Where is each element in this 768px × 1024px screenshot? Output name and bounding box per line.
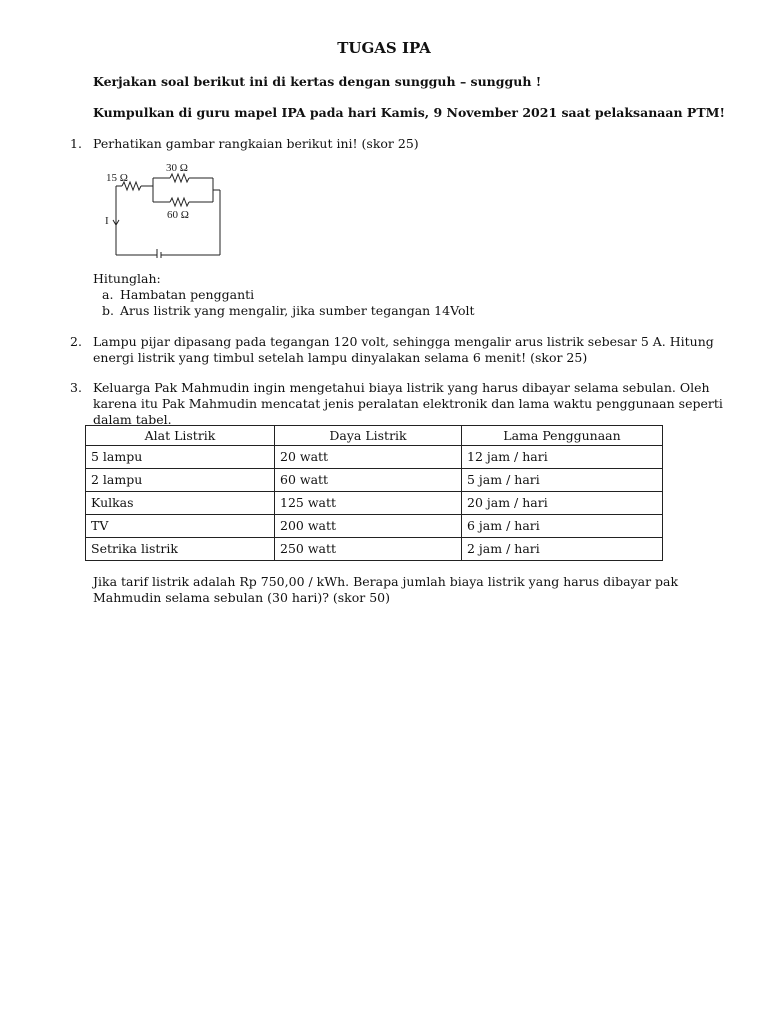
table-cell: 125 watt	[275, 492, 462, 515]
table-cell: 5 lampu	[86, 446, 275, 469]
table-cell: Setrika listrik	[86, 538, 275, 561]
instruction-line-1: Kerjakan soal berikut ini di kertas dengan sungguh – sungguh !	[93, 74, 542, 89]
table-row	[86, 469, 663, 492]
table-row	[86, 515, 663, 538]
question-1-item-a-letter: a.	[102, 287, 114, 302]
circuit-diagram	[96, 158, 236, 258]
table-cell: 5 jam / hari	[462, 469, 663, 492]
table-cell: 2 lampu	[86, 469, 275, 492]
resistor-label-15: 15 Ω	[106, 172, 128, 184]
table-cell: 200 watt	[275, 515, 462, 538]
question-1-number: 1.	[70, 136, 82, 151]
question-2-number: 2.	[70, 334, 82, 349]
table-cell: 20 jam / hari	[462, 492, 663, 515]
question-1-item-b-text: Arus listrik yang mengalir, jika sumber tegangan 14Volt	[120, 303, 475, 318]
column-header: Alat Listrik	[86, 426, 275, 446]
column-header: Lama Penggunaan	[462, 426, 663, 446]
question-1-text: Perhatikan gambar rangkaian berikut ini! (skor 25)	[93, 136, 419, 151]
table-cell: 2 jam / hari	[462, 538, 663, 561]
table-cell: 250 watt	[275, 538, 462, 561]
table-row	[86, 492, 663, 515]
instruction-line-2: Kumpulkan di guru mapel IPA pada hari Kamis, 9 November 2021 saat pelaksanaan PTM!	[93, 105, 725, 120]
table-row	[86, 538, 663, 561]
table-cell: Kulkas	[86, 492, 275, 515]
question-1-item-a-text: Hambatan pengganti	[120, 287, 255, 302]
current-label: I	[105, 215, 109, 227]
resistor-label-30: 30 Ω	[166, 162, 188, 174]
resistor-label-60: 60 Ω	[167, 209, 189, 221]
table-cell: 12 jam / hari	[462, 446, 663, 469]
question-1-item-b-letter: b.	[102, 303, 114, 318]
column-header: Daya Listrik	[275, 426, 462, 446]
page-title: TUGAS IPA	[337, 39, 431, 57]
table-cell: TV	[86, 515, 275, 538]
table-row	[86, 446, 663, 469]
table-cell: 6 jam / hari	[462, 515, 663, 538]
question-3-number: 3.	[70, 380, 82, 395]
question-3-text: Keluarga Pak Mahmudin ingin mengetahui biaya listrik yang harus dibayar selama sebulan. Oleh karena itu Pak Mahmudin mencatat jenis peralatan elektronik dan lama waktu penggunaan seperti dalam tabel.	[93, 380, 723, 427]
question-1-prompt: Hitunglah:	[93, 271, 161, 286]
question-3-followup: Jika tarif listrik adalah Rp 750,00 / kWh. Berapa jumlah biaya listrik yang harus dibayar pak Mahmudin selama sebulan (30 hari)? (skor 50)	[93, 574, 679, 605]
table-cell: 60 watt	[275, 469, 462, 492]
table-header-row	[86, 426, 663, 446]
question-2-text: Lampu pijar dipasang pada tegangan 120 volt, sehingga mengalir arus listrik sebesar 5 A. Hitung energi listrik yang timbul setelah lampu dinyalakan selama 6 menit! (skor 25)	[93, 334, 714, 365]
appliance-table	[85, 425, 663, 561]
table-cell: 20 watt	[275, 446, 462, 469]
